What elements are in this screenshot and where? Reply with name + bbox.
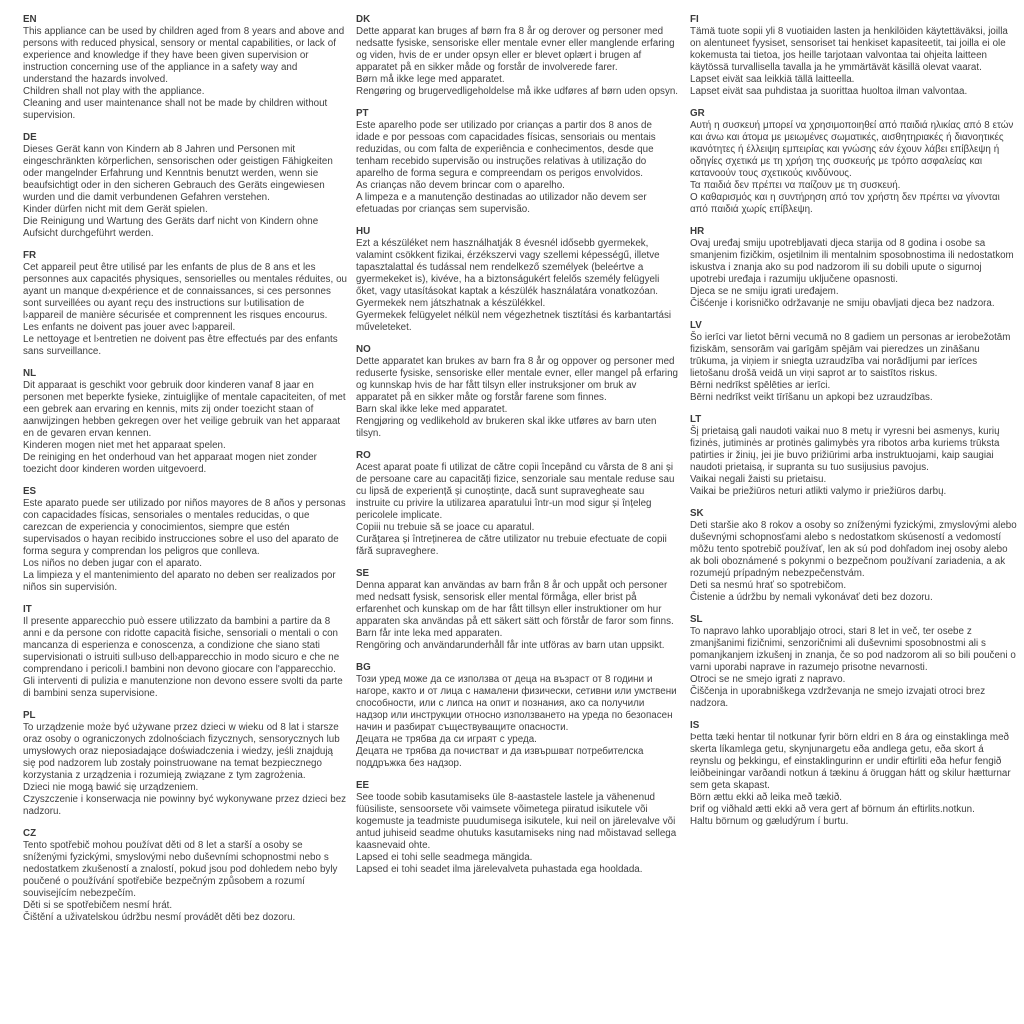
instruction-paragraph: Barn skal ikke leke med apparatet.: [356, 404, 508, 415]
instruction-paragraph: Čistenie a údržbu by nemali vykonávať deti bez dozoru.: [690, 592, 933, 603]
language-code-label-dk: DK: [356, 14, 371, 25]
instruction-paragraph: Kinderen mogen niet met het apparaat spelen.: [23, 440, 226, 451]
instruction-paragraph: Rengjøring og vedlikehold av brukeren skal ikke utføres av barn uten tilsyn.: [356, 416, 657, 439]
instruction-paragraph: Þetta tæki hentar til notkunar fyrir börn eldri en 8 ára og einstaklinga með skerta líkamlega getu, skynjunargetu eða andlega getu, eða skort á reynslu og þekkingu, ef einstaklingurinn er undir eftirliti eða hefur fengið leiðbeiningar varðandi notkun á tækinu á öruggan hátt og skilur hætturnar sem geta skapast.: [690, 732, 1011, 791]
language-code-label-no: NO: [356, 344, 371, 355]
instruction-paragraph: See toode sobib kasutamiseks üle 8-aastastele lastele ja vähenenud füüsiliste, sensoorsete või vaimsete võimetega piiratud isikutele või kogemuste ja teadmiste puudumisega isikutele, kui neil on järelevalve või antud juhiseid seadme ohutuks kasutamiseks ning nad mõistavad sellega kaasnevaid ohte.: [356, 792, 677, 851]
instruction-paragraph: Este aparelho pode ser utilizado por crianças a partir dos 8 anos de idade e por pessoas com capacidades físicas, sensoriais ou mentais reduzidas, ou com falta de experiência e conhecimentos, desde que tenham recebido supervisão ou instruções relativas à utilização do aparelho de forma segura e compreendam os perigos envolvidos.: [356, 120, 656, 179]
instruction-paragraph: Rengöring och användarunderhåll får inte utföras av barn utan uppsikt.: [356, 640, 665, 651]
instructions-column-left: [23, 14, 347, 934]
instruction-paragraph: Vaikai be priežiūros neturi atlikti valymo ir priežiūros darbų.: [690, 486, 947, 497]
instruction-paragraph: De reiniging en het onderhoud van het apparaat mogen niet zonder toezicht door kinderen worden uitgevoerd.: [23, 452, 317, 475]
instruction-paragraph: Čištění a uživatelskou údržbu nesmí provádět děti bez dozoru.: [23, 912, 296, 923]
language-code-label-lt: LT: [690, 414, 702, 425]
instruction-paragraph: Bērni nedrīkst spēlēties ar ierīci.: [690, 380, 831, 391]
instruction-paragraph: Tämä tuote sopii yli 8 vuotiaiden lasten ja henkilöiden käytettäväksi, joilla on alentuneet fyysiset, sensoriset tai henkiset kapasiteetit, tai joilla ei ole kokemusta tai tietoa, jos heille tarjotaan valvontaa tai ohjeita laitteen käytössä turvallisella tavalla ja he ymmärtävät käsillä olevat vaarat.: [690, 26, 1008, 73]
language-section-ro: [356, 450, 678, 558]
instruction-paragraph: Čiščenja in uporabniškega vzdrževanja ne smejo izvajati otroci brez nadzora.: [690, 686, 986, 709]
language-section-fr: [23, 250, 347, 358]
instruction-paragraph: Børn må ikke lege med apparatet.: [356, 74, 505, 85]
language-section-pl: [23, 710, 347, 818]
instruction-paragraph: Kinder dürfen nicht mit dem Gerät spielen.: [23, 204, 208, 215]
instruction-paragraph: Bērni nedrīkst veikt tīrīšanu un apkopi bez uzraudzības.: [690, 392, 933, 403]
instruction-paragraph: Αυτή η συσκευή μπορεί να χρησιμοποιηθεί από παιδιά ηλικίας από 8 ετών και άνω και άτομα με μειωμένες σωματικές, αισθητηριακές ή διανοητικές ικανότητες ή έλλειψη εμπειρίας και γνώσης εάν έχουν λάβει επίβλεψη ή οδηγίες σχετικά με τη χρήση της συσκευής με τρόπο ασφαλείας και κατανοούν τους σχετικούς κινδύνους.: [690, 120, 1014, 179]
instruction-paragraph: Otroci se ne smejo igrati z napravo.: [690, 674, 846, 685]
language-section-es: [23, 486, 347, 594]
instruction-paragraph: Ovaj uređaj smiju upotrebljavati djeca starija od 8 godina i osobe sa smanjenim fizičkim, osjetilnim ili mentalnim sposobnostima ili nedostatkom iskustva i znanja ako su pod nadzorom ili su dobili upute o sigurnoj upotrebi uređaja i razumiju uključene opasnosti.: [690, 238, 1014, 285]
instruction-paragraph: Šo ierīci var lietot bērni vecumā no 8 gadiem un personas ar ierobežotām fiziskām, sensorām vai garīgām spējām vai pieredzes un zināšanu trūkuma, ja viņiem ir sniegta uzraudzība vai norādījumi par ierīces lietošanu drošā veidā un viņi saprot ar to saistītos riskus.: [690, 332, 1011, 379]
instruction-paragraph: Il presente apparecchio può essere utilizzato da bambini a partire da 8 anni e da persone con ridotte capacità fisiche, sensoriali o mentali o con mancanza di esperienza e conoscenza, a condizione che siano stati supervisionati o istruiti sull›uso dell›apparecchio in modo sicuro e che ne comprendano i pericoli.I bambini non devono giocare con l'apparecchio.: [23, 616, 340, 675]
instruction-paragraph: La limpieza y el mantenimiento del aparato no deben ser realizados por niños sin supervisión.: [23, 570, 336, 593]
instruction-paragraph: Cet appareil peut être utilisé par les enfants de plus de 8 ans et les personnes aux capacités physiques, sensorielles ou mentales réduites, ou ayant un manque d›expérience et de connaissances, si ces personnes sont surveillées ou ayant reçu des instructions sur l›utilisation de l›appareil de manière sécurisée et comprennent les risques encourus.: [23, 262, 347, 321]
instruction-paragraph: Vaikai negali žaisti su prietaisu.: [690, 474, 827, 485]
instruction-paragraph: Copiii nu trebuie să se joace cu aparatul.: [356, 522, 535, 533]
instruction-paragraph: Gyermekek felügyelet nélkül nem végezhetnek tisztítási és karbantartási műveleteket.: [356, 310, 672, 333]
language-code-label-de: DE: [23, 132, 37, 143]
instruction-paragraph: Die Reinigung und Wartung des Geräts darf nicht von Kindern ohne Aufsicht durchgeführt werden.: [23, 216, 319, 239]
language-code-label-sk: SK: [690, 508, 704, 519]
instruction-paragraph: Lapsed ei tohi seadet ilma järelevalveta puhastada ega hooldada.: [356, 864, 643, 875]
language-section-sk: [690, 508, 1018, 604]
language-section-se: [356, 568, 678, 652]
instruction-paragraph: Este aparato puede ser utilizado por niños mayores de 8 años y personas con capacidades físicas, sensoriales o mentales reducidas, o que carezcan de experiencia y conocimientos, siempre que estén supervisados o hayan recibido instrucciones sobre el uso del aparato de forma segura y comprendan los peligros que conlleva.: [23, 498, 346, 557]
language-code-label-cz: CZ: [23, 828, 37, 839]
language-section-it: [23, 604, 347, 700]
language-section-hu: [356, 226, 678, 334]
instruction-paragraph: Децата не трябва да почистват и да извършват потребителска поддръжка без надзор.: [356, 746, 644, 769]
instruction-paragraph: Τα παιδιά δεν πρέπει να παίζουν με τη συσκευή.: [690, 180, 901, 191]
language-code-label-pt: PT: [356, 108, 369, 119]
instruction-paragraph: Lapset eivät saa puhdistaa ja suorittaa huoltoa ilman valvontaa.: [690, 86, 968, 97]
instructions-column-right: [690, 14, 1018, 838]
language-code-label-ro: RO: [356, 450, 371, 461]
language-code-label-en: EN: [23, 14, 37, 25]
instruction-paragraph: Börn ættu ekki að leika með tækið.: [690, 792, 843, 803]
instruction-paragraph: Deti staršie ako 8 rokov a osoby so zníženými fyzickými, zmyslovými alebo duševnými schopnosťami alebo s nedostatkom skúseností a vedomostí môžu tento spotrebič používať, len ak sú pod dohľadom inej osoby alebo ak boli oboznámené s pokynmi o bezpečnom používaní zariadenia, a ak rozumejú prípadným nebezpečenstvám.: [690, 520, 1017, 579]
instruction-paragraph: Децата не трябва да си играят с уреда.: [356, 734, 537, 745]
language-code-label-hr: HR: [690, 226, 705, 237]
language-section-pt: [356, 108, 678, 216]
instruction-paragraph: Šį prietaisą gali naudoti vaikai nuo 8 metų ir vyresni bei asmenys, kurių fizinės, jutiminės ar protinės galimybės yra ribotos arba kuriems trūksta patirties ir žinių, jei jie buvo prižiūrimi arba instruktuojami, kaip saugiai naudoti prietaisą, ir supranta su tuo susijusius pavojus.: [690, 426, 1000, 473]
instruction-paragraph: Haltu börnum og gæludýrum í burtu.: [690, 816, 849, 827]
instruction-paragraph: Lapsed ei tohi selle seadmega mängida.: [356, 852, 533, 863]
instruction-paragraph: Acest aparat poate fi utilizat de către copii începând cu vârsta de 8 ani și de persoane care au capacități fizice, senzoriale sau mentale reduse sau cu lipsă de experiență și cunoștințe, dacă sunt supravegheate sau instruite cu privire la utilizarea aparatului într-un mod sigur și înțeleg pericolele implicate.: [356, 462, 675, 521]
language-code-label-ee: EE: [356, 780, 370, 791]
language-code-label-fi: FI: [690, 14, 699, 25]
language-code-label-bg: BG: [356, 662, 371, 673]
instruction-paragraph: Djeca se ne smiju igrati uređajem.: [690, 286, 839, 297]
language-section-is: [690, 720, 1018, 828]
language-section-hr: [690, 226, 1018, 310]
instruction-paragraph: Curățarea și întreținerea de către utilizator nu trebuie efectuate de copii fără supraveghere.: [356, 534, 667, 557]
language-code-label-it: IT: [23, 604, 32, 615]
instructions-column-middle: [356, 14, 678, 886]
instruction-paragraph: Le nettoyage et l›entretien ne doivent pas être effectués par des enfants sans surveillance.: [23, 334, 338, 357]
instruction-paragraph: Rengøring og brugervedligeholdelse må ikke udføres af børn uden opsyn.: [356, 86, 679, 97]
language-code-label-nl: NL: [23, 368, 37, 379]
language-code-label-sl: SL: [690, 614, 703, 625]
instruction-paragraph: Children shall not play with the appliance.: [23, 86, 205, 97]
instruction-paragraph: Denna apparat kan användas av barn från 8 år och uppåt och personer med nedsatt fysisk, sensorisk eller mental förmåga, eller brist på erfarenhet och kunskap om de har fått tillsyn eller instruktioner om hur apparaten ska användas på ett säkert sätt och förstår de faror som finns.: [356, 580, 674, 627]
language-section-de: [23, 132, 347, 240]
instruction-paragraph: Barn får inte leka med apparaten.: [356, 628, 503, 639]
instruction-paragraph: Děti si se spotřebičem nesmí hrát.: [23, 900, 173, 911]
instruction-paragraph: Ο καθαρισμός και η συντήρηση από τον χρήστη δεν πρέπει να γίνονται από παιδιά χωρίς επίβλεψη.: [690, 192, 1000, 215]
instruction-paragraph: Lapset eivät saa leikkiä tällä laitteella.: [690, 74, 855, 85]
instruction-paragraph: Þrif og viðhald ætti ekki að vera gert af börnum án eftirlits.notkun.: [690, 804, 975, 815]
language-section-nl: [23, 368, 347, 476]
language-section-lt: [690, 414, 1018, 498]
instruction-paragraph: Deti sa nesmú hrať so spotrebičom.: [690, 580, 847, 591]
instruction-paragraph: Cleaning and user maintenance shall not be made by children without supervision.: [23, 98, 328, 121]
language-section-sl: [690, 614, 1018, 710]
instruction-paragraph: A limpeza e a manutenção destinadas ao utilizador não devem ser efetuadas por crianças sem supervisão.: [356, 192, 647, 215]
instruction-paragraph: Dette apparatet kan brukes av barn fra 8 år og oppover og personer med reduserte fysiske, sensoriske eller mentale evner, eller mangel på erfaring og kunnskap hvis de har fått tilsyn eller instruksjoner om bruk av apparatet på en sikker måte og forstår farene som finnes.: [356, 356, 678, 403]
instruction-paragraph: Dette apparat kan bruges af børn fra 8 år og derover og personer med nedsatte fysiske, sensoriske eller mentale evner eller manglende erfaring og viden, hvis de er under opsyn eller er blevet oplært i brugen af apparatet på en sikker måde og forstår de involverede farer.: [356, 26, 675, 73]
instruction-paragraph: Čišćenje i korisničko održavanje ne smiju obavljati djeca bez nadzora.: [690, 298, 995, 309]
language-section-no: [356, 344, 678, 440]
language-code-label-fr: FR: [23, 250, 37, 261]
language-code-label-lv: LV: [690, 320, 702, 331]
language-section-en: [23, 14, 347, 122]
language-code-label-gr: GR: [690, 108, 705, 119]
instruction-paragraph: Les enfants ne doivent pas jouer avec l›appareil.: [23, 322, 236, 333]
instruction-paragraph: Ezt a készüléket nem használhatják 8 évesnél idősebb gyermekek, valamint csökkent fizikai, érzékszervi vagy szellemi képességű, illetve tapasztalattal és tudással nem rendelkező személyek (beleértve a gyermekeket is), kivéve, ha a biztonságukért felelős személy felügyeli őket, vagy utasításokat kaptak a készülék használatára vonatkozóan.: [356, 238, 660, 297]
instruction-paragraph: Dit apparaat is geschikt voor gebruik door kinderen vanaf 8 jaar en personen met beperkte fysieke, zintuiglijke of mentale capaciteiten, of met een gebrek aan ervaring en kennis, mits zij onder toezicht staan of aanwijzingen hebben gekregen over het veilige gebruik van het apparaat en de gevaren ervan kennen.: [23, 380, 346, 439]
language-code-label-se: SE: [356, 568, 370, 579]
language-section-lv: [690, 320, 1018, 404]
language-section-gr: [690, 108, 1018, 216]
language-section-cz: [23, 828, 347, 924]
language-code-label-hu: HU: [356, 226, 371, 237]
instruction-paragraph: To urządzenie może być używane przez dzieci w wieku od 8 lat i starsze oraz osoby o ograniczonych zdolnościach fizycznych, sensorycznych lub umysłowych oraz nieposiadające doświadczenia i wiedzy, jeśli znajdują się pod nadzorem lub zostały poinstruowane na temat bezpiecznego korzystania z urządzenia i rozumieją związane z tym zagrożenia.: [23, 722, 340, 781]
language-code-label-es: ES: [23, 486, 37, 497]
instruction-paragraph: This appliance can be used by children aged from 8 years and above and persons with reduced physical, sensory or mental capabilities, or lack of experience and knowledge if they have been given supervision or instruction concerning use of the appliance in a safety way and understand the hazards involved.: [23, 26, 345, 85]
language-section-dk: [356, 14, 678, 98]
instruction-paragraph: Tento spotřebič mohou používat děti od 8 let a starší a osoby se sníženými fyzickými, smyslovými nebo duševními schopnostmi nebo s nedostatkem zkušeností a znalostí, pokud jsou pod dohledem nebo byly poučené o používání spotřebiče bezpečným způsobem a rozumí souvisejícím nebezpečím.: [23, 840, 338, 899]
instruction-paragraph: To napravo lahko uporabljajo otroci, stari 8 let in več, ter osebe z zmanjšanimi fizičnimi, senzoričnimi ali duševnimi sposobnostmi ali s pomanjkanjem izkušenj in znanja, če so pod nadzorom ali so bili poučeni o varni uporabi naprave in razumejo prisotne nevarnosti.: [690, 626, 1016, 673]
instruction-paragraph: Gli interventi di pulizia e manutenzione non devono essere svolti da parte di bambini senza supervisione.: [23, 676, 343, 699]
instruction-paragraph: Този уред може да се използва от деца на възраст от 8 години и нагоре, както и от лица с намалени физически, сетивни или умствени способности, или с липса на опит и познания, ако са получили надзор или инструкции относно използването на уреда по безопасен начин и разбират съществуващите опасности.: [356, 674, 677, 733]
instruction-paragraph: Gyermekek nem játszhatnak a készülékkel.: [356, 298, 546, 309]
language-section-fi: [690, 14, 1018, 98]
instruction-paragraph: Dieses Gerät kann von Kindern ab 8 Jahren und Personen mit eingeschränkten körperlichen, sensorischen oder geistigen Fähigkeiten oder mangelnder Erfahrung und Kenntnis benutzt werden, wenn sie beaufsichtigt oder in den sicheren Gebrauch des Geräts eingewiesen wurden und die damit verbundenen Gefahren verstehen.: [23, 144, 333, 203]
instruction-paragraph: As crianças não devem brincar com o aparelho.: [356, 180, 565, 191]
instruction-paragraph: Czyszczenie i konserwacja nie powinny być wykonywane przez dzieci bez nadzoru.: [23, 794, 347, 817]
language-section-ee: [356, 780, 678, 876]
language-code-label-pl: PL: [23, 710, 36, 721]
instruction-paragraph: Dzieci nie mogą bawić się urządzeniem.: [23, 782, 199, 793]
instruction-paragraph: Los niños no deben jugar con el aparato.: [23, 558, 202, 569]
language-code-label-is: IS: [690, 720, 700, 731]
language-section-bg: [356, 662, 678, 770]
